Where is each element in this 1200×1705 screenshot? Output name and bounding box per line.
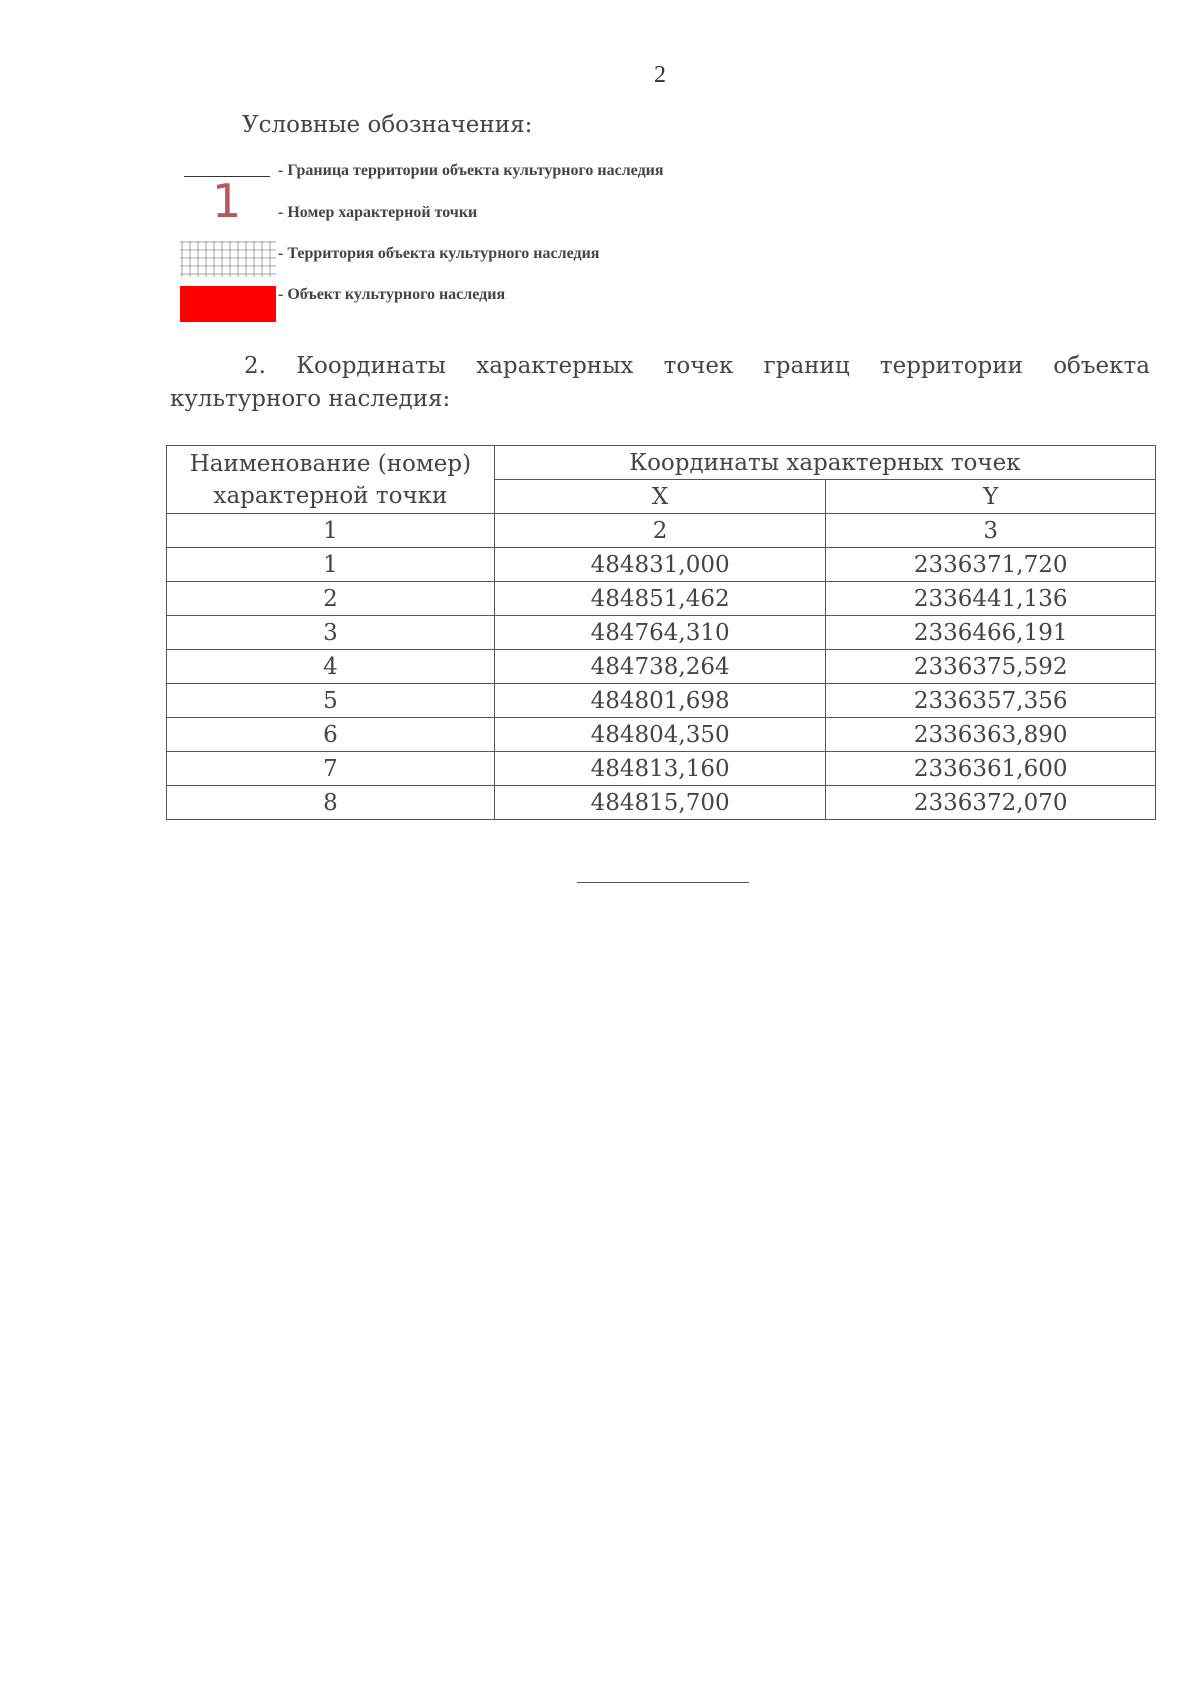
heading-word: объекта bbox=[1053, 353, 1150, 379]
cell-x: 484804,350 bbox=[494, 718, 826, 752]
heading-word: границ bbox=[763, 353, 850, 379]
table-row bbox=[167, 684, 1156, 718]
point-number-symbol bbox=[180, 174, 276, 236]
cell-point: 3 bbox=[167, 616, 495, 650]
table-row bbox=[167, 650, 1156, 684]
legend-text-point-number: - Номер характерной точки bbox=[278, 204, 478, 221]
header-point-name: Наименование (номер) характерной точки bbox=[167, 446, 495, 514]
table-row bbox=[167, 786, 1156, 820]
grid-hatch-icon bbox=[180, 241, 276, 277]
heading-word: территории bbox=[879, 353, 1023, 379]
table-row bbox=[167, 752, 1156, 786]
cell-x: 484815,700 bbox=[494, 786, 826, 820]
territory-hatch-symbol bbox=[180, 237, 276, 277]
cell-point: 1 bbox=[167, 548, 495, 582]
header-coordinates: Координаты характерных точек bbox=[494, 446, 1155, 480]
table-row bbox=[167, 616, 1156, 650]
heading-word: Координаты bbox=[296, 353, 446, 379]
cell-x: 484813,160 bbox=[494, 752, 826, 786]
cell-y: 2336357,356 bbox=[826, 684, 1156, 718]
point-number-glyph: 1 bbox=[212, 174, 242, 228]
legend-item-point-number bbox=[180, 174, 880, 236]
cell-x: 484738,264 bbox=[494, 650, 826, 684]
cell-y: 2336441,136 bbox=[826, 582, 1156, 616]
cell-y: 2336466,191 bbox=[826, 616, 1156, 650]
cell-y: 2336371,720 bbox=[826, 548, 1156, 582]
legend-item-object bbox=[180, 286, 880, 326]
cell-y: 2336363,890 bbox=[826, 718, 1156, 752]
legend-text-object: - Объект культурного наследия bbox=[278, 286, 506, 303]
coordinates-table bbox=[166, 445, 1156, 820]
section-heading bbox=[170, 350, 1150, 417]
legend-item-territory bbox=[180, 237, 880, 277]
cell-point: 2 bbox=[167, 582, 495, 616]
cell-x: 484831,000 bbox=[494, 548, 826, 582]
section-heading-line2: культурного наследия: bbox=[170, 386, 451, 413]
cell-y: 2336372,070 bbox=[826, 786, 1156, 820]
table-row bbox=[167, 718, 1156, 752]
header-y: Y bbox=[826, 480, 1156, 514]
legend-title: Условные обозначения: bbox=[242, 112, 533, 138]
cell-point: 6 bbox=[167, 718, 495, 752]
cell-x: 484764,310 bbox=[494, 616, 826, 650]
red-fill-swatch bbox=[180, 286, 276, 322]
cell-point: 8 bbox=[167, 786, 495, 820]
end-divider bbox=[577, 882, 749, 883]
cell-y: 2336375,592 bbox=[826, 650, 1156, 684]
legend-text-territory: - Территория объекта культурного наследия bbox=[278, 245, 600, 262]
cell-x: 484801,698 bbox=[494, 684, 826, 718]
cell-point: 7 bbox=[167, 752, 495, 786]
cell-point: 5 bbox=[167, 684, 495, 718]
table-column-number-row bbox=[167, 514, 1156, 548]
cell-point: 4 bbox=[167, 650, 495, 684]
column-number: 1 bbox=[167, 514, 495, 548]
table-row bbox=[167, 582, 1156, 616]
section-heading-line1 bbox=[170, 350, 1150, 383]
table-row bbox=[167, 548, 1156, 582]
column-number: 3 bbox=[826, 514, 1156, 548]
section-number: 2. bbox=[244, 353, 266, 379]
legend-item-boundary bbox=[180, 154, 880, 194]
table-header-row bbox=[167, 446, 1156, 480]
header-x: X bbox=[494, 480, 826, 514]
cell-x: 484851,462 bbox=[494, 582, 826, 616]
heading-word: характерных bbox=[476, 353, 634, 379]
heading-word: точек bbox=[663, 353, 734, 379]
cell-y: 2336361,600 bbox=[826, 752, 1156, 786]
object-fill-symbol bbox=[180, 286, 276, 326]
legend-text-boundary: - Граница территории объекта культурного наследия bbox=[278, 162, 664, 179]
column-number: 2 bbox=[494, 514, 826, 548]
page-number: 2 bbox=[654, 62, 666, 88]
